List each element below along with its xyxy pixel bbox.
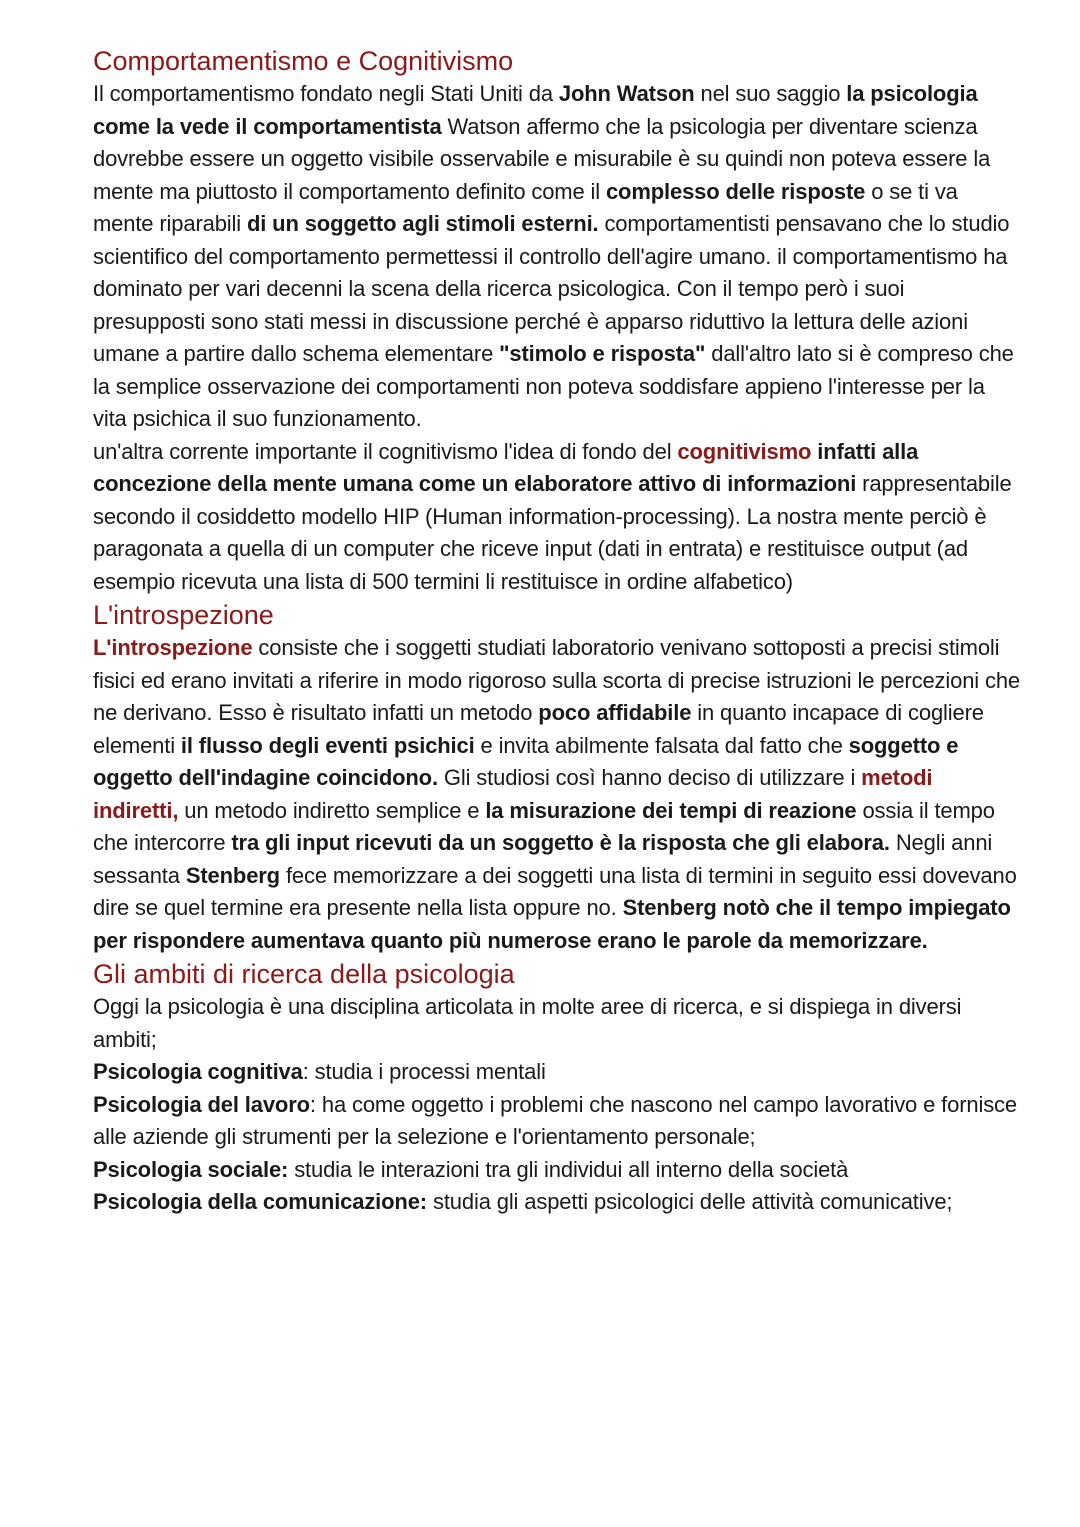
bold-span: Stenberg <box>185 862 280 888</box>
paragraph-introspezione <box>93 632 1020 957</box>
text-span: un'altra corrente importante il cognitivismo l'idea di fondo del <box>93 438 678 464</box>
area-name: Psicologia della comunicazione: <box>93 1189 427 1214</box>
area-name: Psicologia cognitiva <box>93 1059 303 1084</box>
area-name: Psicologia del lavoro <box>93 1091 310 1117</box>
text-span: Watson affermo che la psicologia per diventare scienza dovrebbe essere un oggetto visibile osservabile e misurabile è su quindi non poteva essere la mente ma piuttosto il comportamento definito come il <box>93 113 991 204</box>
bold-span: complesso delle risposte <box>605 178 866 204</box>
area-sep: : <box>302 1059 315 1084</box>
text-span: fece memorizzare a dei soggetti una lista di termini in seguito essi dovevano dire se quel termine era presente nella lista oppure no. <box>93 862 1017 920</box>
text-span: Il comportamentismo fondato negli Stati Uniti da <box>93 81 559 106</box>
bold-span: "stimolo e risposta" <box>499 341 706 366</box>
highlight-span: cognitivismo <box>677 438 812 464</box>
area-item-comunicazione <box>93 1186 1020 1219</box>
bold-span: soggetto e oggetto dell'indagine coincidono. <box>93 732 959 790</box>
text-span: rappresentabile secondo il cosiddetto modello HIP (Human information-processing). La nostra mente perciò è paragonata a quella di un computer che riceve input (dati in entrata) e restituisce output (ad esempio ricevuta una lista di 500 termini li restituisce in ordine alfabetico) <box>93 471 1012 594</box>
area-item-sociale <box>93 1154 1020 1187</box>
area-desc: ha come oggetto i problemi che nascono nel campo lavorativo e fornisce alle aziende gli strumenti per la selezione e l'orientamento personale; <box>93 1091 1017 1149</box>
area-item-lavoro <box>93 1089 1020 1154</box>
section-title-ambiti: Gli ambiti di ricerca della psicologia <box>93 959 515 989</box>
area-list <box>93 1056 1020 1219</box>
text-span: comportamentisti pensavano che lo studio scientifico del comportamento permettessi il controllo dell'agire umano. il comportamentismo ha dominato per vari decenni la scena della ricerca psicologica. Con il tempo però i suoi presupposti sono stati messi in discussione perché è apparso riduttivo la lettura delle azioni umane a partire dallo schema elementare <box>93 211 1010 366</box>
highlight-span: metodi indiretti, <box>93 765 933 823</box>
bold-span: il flusso degli eventi psichici <box>180 732 475 758</box>
highlight-span: L'introspezione <box>93 635 253 660</box>
paragraph-comportamentismo <box>93 78 1020 436</box>
text-span: in quanto incapace di cogliere elementi <box>93 700 984 758</box>
text-span: Negli anni sessanta <box>93 830 993 888</box>
section-title-comportamentismo: Comportamentismo e Cognitivismo <box>93 46 514 76</box>
area-desc: studia le interazioni tra gli individui all interno della società <box>294 1156 849 1182</box>
bold-span: la psicologia come la vede il comportamentista <box>93 81 978 139</box>
area-desc: studia i processi mentali <box>314 1059 546 1084</box>
bold-span: poco affidabile <box>538 700 692 725</box>
bold-span: Stenberg notò che il tempo impiegato per rispondere aumentava quanto più numerose erano le parole da memorizzare. <box>93 895 1011 953</box>
text-span: dall'altro lato si è compreso che la semplice osservazione dei comportamenti non poteva soddisfare appieno l'interesse per la vita psichica il suo funzionamento. <box>93 341 1014 431</box>
area-desc: studia gli aspetti psicologici delle attività comunicative; <box>432 1189 953 1214</box>
bold-span: tra gli input ricevuti da un soggetto è la risposta che gli elabora. <box>231 830 890 855</box>
area-name: Psicologia sociale: <box>93 1156 289 1182</box>
text-span: un metodo indiretto semplice e <box>178 797 486 823</box>
text-span: e invita abilmente falsata dal fatto che <box>474 732 849 758</box>
text-span: nel suo saggio <box>694 81 847 106</box>
bold-span: infatti alla concezione della mente umana come un elaboratore attivo di informazioni <box>93 438 919 496</box>
bold-span: la misurazione dei tempi di reazione <box>485 797 857 823</box>
section-title-introspezione: L'introspezione <box>93 600 274 630</box>
bold-span: John Watson <box>558 81 695 106</box>
bold-span: di un soggetto agli stimoli esterni. <box>246 211 599 236</box>
paragraph-ambiti-intro: Oggi la psicologia è una disciplina articolata in molte aree di ricerca, e si dispiega in diversi ambiti; <box>93 994 962 1052</box>
paragraph-cognitivismo <box>93 436 1020 599</box>
text-span: Gli studiosi così hanno deciso di utilizzare i <box>437 765 862 790</box>
text-span: consiste che i soggetti studiati laboratorio venivano sottoposti a precisi stimoli fisici ed erano invitati a riferire in modo rigoroso sulla scorta di precise istruzioni le percezioni che ne derivano. Esso è risultato infatti un metodo <box>93 635 1021 725</box>
area-sep: : <box>309 1091 322 1117</box>
area-item-cognitiva <box>93 1056 1020 1089</box>
text-span: ossia il tempo che intercorre <box>93 797 995 855</box>
text-span: o se ti va mente riparabili <box>93 178 958 236</box>
